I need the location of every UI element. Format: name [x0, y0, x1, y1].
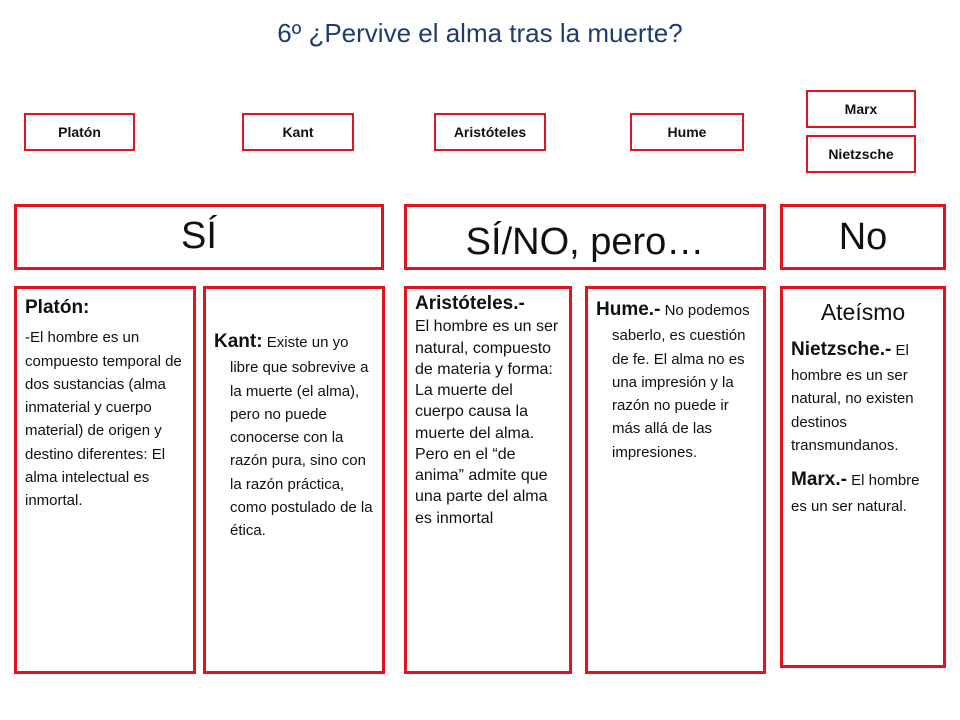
column-text: Existe un yo libre que sobrevive a la muerte (el alma), pero no puede conocerse con la razón pura, sino con la razón práctica, como postulado de la ética.	[230, 334, 373, 540]
column-heading: Kant:	[214, 331, 263, 352]
answer-yes: SÍ	[14, 204, 384, 270]
name-box-marx: Marx	[806, 90, 916, 128]
marx-text: El hombre es un ser natural.	[791, 472, 920, 515]
column-heading: Hume.-	[596, 299, 661, 320]
column-platon	[14, 286, 196, 674]
column-hume	[585, 286, 766, 674]
column-heading: Platón:	[25, 297, 90, 318]
nietzsche-text: El hombre es un ser natural, no existen destinos transmundanos.	[791, 341, 914, 454]
name-box-platon: Platón	[24, 113, 135, 151]
column-text: El hombre es un ser natural, compuesto de materia y forma: La muerte del cuerpo causa la muerte del alma. Pero en el “de anima” admite que una parte del alma es inmortal	[415, 318, 559, 527]
name-box-kant: Kant	[242, 113, 354, 151]
column-heading: Ateísmo	[820, 299, 906, 325]
name-box-nietzsche: Nietzsche	[806, 135, 916, 173]
name-box-hume: Hume	[630, 113, 744, 151]
column-text: -El hombre es un compuesto temporal de dos sustancias (alma inmaterial y cuerpo material) de origen y destino diferentes: El alma intelectual es inmortal.	[25, 329, 182, 510]
column-ateismo	[780, 286, 946, 668]
column-aristoteles	[404, 286, 572, 674]
page-title: 6º ¿Pervive el alma tras la muerte?	[277, 18, 683, 48]
answer-yes-no: SÍ/NO, pero…	[404, 204, 766, 270]
answer-no: No	[780, 204, 946, 270]
nietzsche-heading: Nietzsche.-	[791, 338, 892, 360]
column-heading: Aristóteles.-	[415, 293, 525, 314]
column-kant	[203, 286, 385, 674]
marx-heading: Marx.-	[791, 469, 847, 491]
column-text: No podemos saberlo, es cuestión de fe. El alma no es una impresión y la razón no puede ir más allá de las impresiones.	[612, 302, 750, 461]
name-box-aristoteles: Aristóteles	[434, 113, 546, 151]
